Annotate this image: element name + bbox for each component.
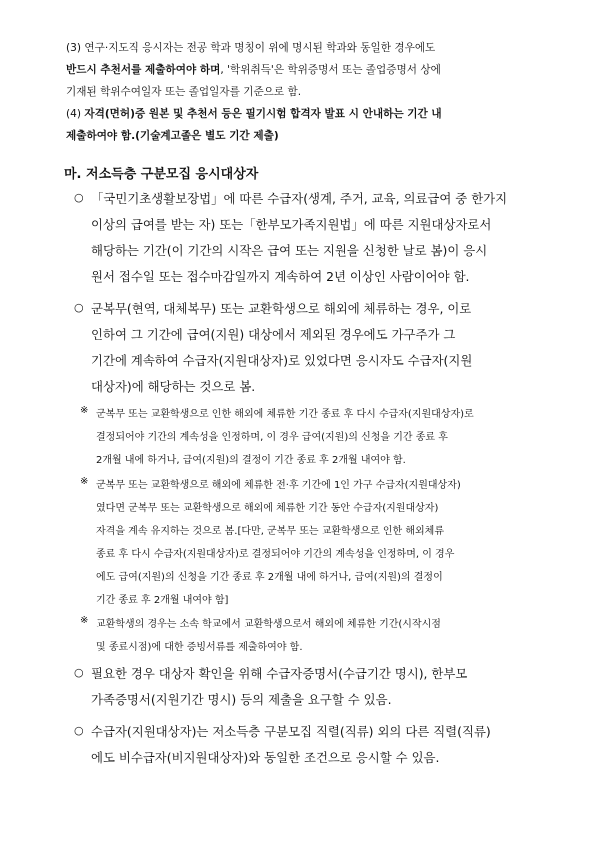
note-2-line-5: 에도 급여(지원)의 신청을 기간 종료 후 2개월 내에 하거나, 급여(지원)의 결정이: [96, 572, 443, 583]
reference-mark-icon: ※: [80, 615, 89, 626]
item-3-bold-text: 반드시 추천서를 제출하여야 하며: [66, 64, 221, 76]
bullet-circle-icon: ○: [74, 191, 84, 204]
section-heading: 마. 저소득층 구분모집 응시대상자: [64, 167, 259, 182]
bullet-circle-icon: ○: [74, 724, 84, 737]
bullet-1-line-2: 이상의 급여를 받는 자) 또는「한부모가족지원법」에 따른 지원대상자로서: [91, 217, 492, 232]
bullet-4-line-1: 수급자(지원대상자)는 저소득층 구분모집 직렬(직류) 외의 다른 직렬(직류): [91, 724, 491, 739]
bullet-4-line-2: 에도 비수급자(비지원대상자)와 동일한 조건으로 응시할 수 있음.: [91, 750, 440, 765]
note-3-line-2: 및 종료시점)에 대한 증빙서류를 제출하여야 함.: [96, 642, 303, 653]
item-4-bold-line-1: 자격(면허)증 원본 및 추천서 등은 필기시험 합격자 발표 시 안내하는 기간 내: [84, 108, 442, 120]
note-2-line-6: 기간 종료 후 2개월 내여야 함]: [96, 595, 229, 606]
bullet-3-line-2: 가족증명서(지원기간 명시) 등의 제출을 요구할 수 있음.: [91, 692, 392, 707]
bullet-2-line-4: 대상자)에 해당하는 것으로 봄.: [91, 379, 256, 394]
reference-mark-icon: ※: [80, 405, 89, 416]
item-3-rest-text: , '학위취득'은 학위증명서 또는 졸업증명서 상에: [220, 64, 441, 76]
reference-mark-icon: ※: [80, 476, 89, 487]
item-4-line-1: [66, 106, 442, 121]
bullet-1-line-1: 「국민기초생활보장법」에 따른 수급자(생계, 주거, 교육, 의료급여 중 한가지: [91, 191, 508, 206]
bullet-1-line-4: 원서 접수일 또는 접수마감일까지 계속하여 2년 이상인 사람이어야 함.: [91, 269, 470, 284]
note-2-line-3: 자격을 계속 유지하는 것으로 봄.[다만, 군복무 또는 교환학생으로 인한 해외체류: [96, 526, 444, 537]
bullet-circle-icon: ○: [74, 666, 84, 679]
item-3-line-2: [66, 62, 441, 77]
note-1-line-1: 군복무 또는 교환학생으로 인한 해외에 체류한 기간 종료 후 다시 수급자(지원대상자)로: [96, 409, 474, 420]
note-2-line-4: 종료 후 다시 수급자(지원대상자)로 결정되어야 기간의 계속성을 인정하며, 이 경우: [96, 549, 455, 560]
note-1-line-3: 2개월 내에 하거나, 급여(지원)의 결정이 기간 종료 후 2개월 내여야 함.: [96, 455, 406, 466]
bullet-2-line-1: 군복무(현역, 대체복무) 또는 교환학생으로 해외에 체류하는 경우, 이로: [91, 301, 472, 316]
item-3-line-3: 기재된 학위수여일자 또는 졸업일자를 기준으로 함.: [66, 86, 302, 98]
bullet-circle-icon: ○: [74, 301, 84, 314]
note-2-line-1: 군복무 또는 교환학생으로 해외에 체류한 전·후 기간에 1인 가구 수급자(지원대상자): [96, 480, 461, 491]
note-1-line-2: 결정되어야 기간의 계속성을 인정하며, 이 경우 급여(지원)의 신청을 기간 종료 후: [96, 432, 448, 443]
note-2-line-2: 였다면 군복무 또는 교환학생으로 해외에 체류한 기간 동안 수급자(지원대상자): [96, 503, 439, 514]
bullet-2-line-3: 기간에 계속하여 수급자(지원대상자)로 있었다면 응시자도 수급자(지원: [91, 353, 473, 368]
item-4-prefix: (4): [66, 108, 85, 120]
bullet-1-line-3: 해당하는 기간(이 기간의 시작은 급여 또는 지원을 신청한 날로 봄)이 응시: [91, 243, 488, 258]
item-3-line-1: (3) 연구·지도직 응시자는 전공 학과 명칭이 위에 명시된 학과와 동일한 경우에도: [66, 42, 436, 54]
bullet-2-line-2: 인하여 그 기간에 급여(지원) 대상에서 제외된 경우에도 가구주가 그: [91, 327, 456, 342]
item-4-line-2: 제출하여야 함.(기술계고졸은 별도 기간 제출): [66, 130, 279, 142]
bullet-3-line-1: 필요한 경우 대상자 확인을 위해 수급자증명서(수급기간 명시), 한부모: [91, 666, 468, 681]
note-3-line-1: 교환학생의 경우는 소속 학교에서 교환학생으로서 해외에 체류한 기간(시작시점: [96, 619, 441, 630]
